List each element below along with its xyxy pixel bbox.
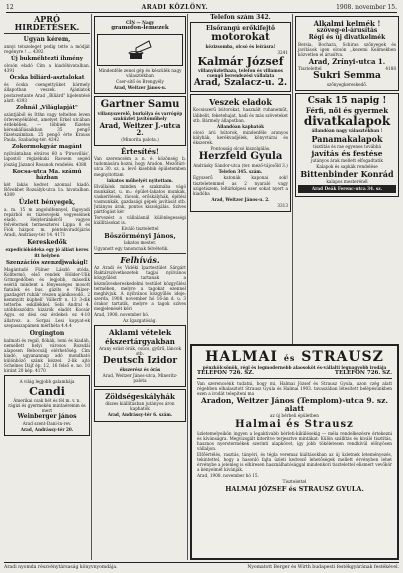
divat-text: állandóan nagy választékban ! xyxy=(311,128,383,134)
bitten-name: Bittenbinder Konrád xyxy=(300,169,394,180)
candi-intro: A világ legjobb galambája xyxy=(19,379,75,385)
gartner-address: Arad, Weitzer J.-utca 2. xyxy=(99,121,181,138)
ertesites-sign: Kiváló tisztelettel xyxy=(121,226,159,232)
ad-title xyxy=(197,350,392,364)
hat-ad xyxy=(295,93,399,196)
veszek-text: Kocsiszerű bútorokat, használt ruhaneműt, lábbelit, feketehajat, hadi és más szöveteket stb. Bármely állapotban. xyxy=(193,107,288,123)
ad-tel-left: TELEFON 726. SZ. xyxy=(197,370,255,377)
aklami-sub: Arany ezüst órák, csúcs, gyűrű, láncok stb. xyxy=(98,345,182,356)
herzfeld-ad xyxy=(190,94,291,212)
kalmar-name: Kalmár József xyxy=(197,55,284,69)
candi-ad xyxy=(4,375,90,436)
candi-name: Candi xyxy=(29,384,65,398)
boszormenyi-name: Böszörményi János, xyxy=(104,231,176,240)
stove-ad xyxy=(94,389,186,421)
page-number: 12 xyxy=(6,4,14,11)
halmai-strausz-ad xyxy=(190,344,399,560)
classified-ad-title: Üzlett bényegek, xyxy=(18,198,76,206)
ads-column-3 xyxy=(190,14,291,342)
newspaper-title: ARADI KÖZLÖNY. xyxy=(141,4,209,11)
tiszt-label: Tisztelettel xyxy=(298,66,322,72)
classified-ad-text: expediciókódeka egy jó állást keres itt helyben xyxy=(5,247,89,258)
stove-title: Zöldségeskályhák xyxy=(105,392,175,402)
stove-address: Arad, Andrássy-tér 6. szám. xyxy=(107,412,173,418)
classified-ad-title: Kereskedők xyxy=(27,239,67,247)
divatkalapok-title: divatkalapok xyxy=(303,114,391,129)
tiszt-num: 4188 xyxy=(385,66,396,72)
ad-title-left: HALMAI xyxy=(205,349,278,365)
kalmar-address: Arad, Szalacz-u. 2. xyxy=(193,78,288,89)
ferfi-text: Férfi, női és gyermek xyxy=(305,106,389,116)
felhivas-date: Arad, 1908. november hó. xyxy=(94,312,150,318)
weitzer-address: Arad, Weitzer János-u. 2. xyxy=(211,196,270,202)
divider xyxy=(4,33,90,34)
gramophone-heading: gramofon-lemezek xyxy=(111,25,169,32)
motor-intro: Elsőrangú erőkifejtő xyxy=(205,25,276,33)
deutsch-address: Arad, Weitzer János-utca, Mineritz-palota xyxy=(102,373,178,384)
motor-title: motorokat xyxy=(211,32,270,44)
panama-text: tisztítás és rae egyenes továbbá xyxy=(313,143,381,149)
kelemen-line: Kalapok és sapkák rendelése xyxy=(316,164,378,170)
felhivas-sign: Az Igazgatóság. xyxy=(123,318,157,324)
aklami-ad xyxy=(94,325,186,387)
deutsch-name: Deutsch Izidor xyxy=(102,355,178,366)
classified-ad-title: Orgington xyxy=(29,329,65,337)
ertesites-extra: Tervezést a vállalásnál különlegességi kiállításokat is. xyxy=(94,215,186,226)
allandoan-title: Állandóan kaphatók xyxy=(216,123,265,129)
page-footer xyxy=(4,562,399,572)
bitten-sub: kalapos mesterénél xyxy=(326,179,368,185)
aklami-big: ékszertárgyakban xyxy=(105,336,175,346)
gramophone-text: Cser-sítő és Brengyély xyxy=(116,78,164,84)
javitas-text: jutányos árak mellett elfogadtatik xyxy=(311,158,383,164)
motor-num: 3241 xyxy=(277,50,288,56)
gartner-ad xyxy=(94,96,186,146)
ad-address-note: az új bérbeli épületben xyxy=(270,413,319,419)
telephone-top: Telefon szám 342. xyxy=(210,14,271,21)
gartner-sub: villanyszerelő, burkólya és varrógép szaküzlet javítóműhely xyxy=(97,110,183,122)
sukri-name: Sukri Semma xyxy=(313,71,381,82)
printer-credit: Aradi nyomda részvénytársaság könyvnyomdája. xyxy=(4,565,118,570)
column-rule-2 xyxy=(187,14,188,560)
weitzer-num: 3313 xyxy=(277,202,288,208)
herzfeld-sub: Andrásky Sándor-utca (ter. mező-tájcsőld 3.) xyxy=(193,163,288,169)
gramophone-text: Mindenféle zenei gép és készülék nagy választékban xyxy=(98,67,182,78)
felhivas-text: Az Aradi és Vidéki Ipartestület Sárgárt Raktárszövetkezetek tagjai nyilvános közgyűlést tartanak a kézműveskereskedelmi testület közgyűlési termében, melyre a tagokat ezennel meghívjuk. A nyilvános közgyűlés ideje: szerda, 1908. november hó 16-án d. u. 3 órakor tartatik, melyre a tagok szíves megjelenését kéri xyxy=(94,265,186,311)
gramophone-ad xyxy=(94,16,186,94)
allandoan-text: olcsó árú bútorok, mindenféle aranyos kályhák, kerékvadjélek, könyvtárai és ékszerek. xyxy=(193,129,288,146)
ad-address: Aradon, Weitzer János (Templom)-utca 9. sz. alatt xyxy=(201,396,388,413)
classified-ad-text: olcsón eladó Cím a kiadóhivatalban. 4391 xyxy=(4,63,90,74)
deutsch-sub: ékszerész és órás xyxy=(119,366,161,372)
ads-column-2 xyxy=(94,14,186,560)
ink-credit: Nyomatott Berger és Wirth budapesti festékgyárának festékével. xyxy=(247,565,399,570)
weinberger-sub: Arad szent-Dani-in-rev. xyxy=(22,420,72,426)
veszek-title: Veszek eladok xyxy=(209,97,272,108)
boszormenyi-text: Ugyanott egy tanoncnak felvétetik. xyxy=(94,246,169,252)
csak-title: Csak 15 napig ! xyxy=(307,96,387,107)
ad-telephone-row xyxy=(197,371,392,376)
herzfeld-tel: Telefon 345. szám. xyxy=(218,169,263,175)
classified-ad-title: Kocsa-utca Ma. számú házban xyxy=(12,168,82,181)
ad-date: Arad, 1908. november hó 15. xyxy=(197,473,259,479)
ads-column-4 xyxy=(295,14,399,342)
classified-ad-text: annyi tetszeleget pedig tette a módját regényre ! ... 4392 xyxy=(4,44,90,55)
ad-tel-right: TELEFON 726. SZ. xyxy=(334,370,392,377)
ertesites-bold: lakatos műhelyét nyitottam. xyxy=(107,177,173,183)
classified-ad-text: és ócska csengettyüket bármely állapotban veszek. Ajánlatok postarestante Arad „Biliárd" kijelentésé alatt. 4393 xyxy=(4,82,90,103)
classified-ad-text: a. m. 15 m angolulfennyel, fágoyadi repárból és tüzésvejeki vegyeséinek eladó. Helyleránkéről vagyes felvéternek termeszterei Lippa 8 és Fiók házpor. m. péntekviradójárás Aradi, Andrássy-tér 14. 4171 xyxy=(4,206,90,238)
regi-title: Régi és új divatkelmék xyxy=(308,34,386,41)
ad-title-right: STRAUSZ xyxy=(301,349,384,365)
ertesites-text: Van szerencsém a n. é. közönség b. tudomására hozni, hogy Aradon, Mezőtúri-utca 30. sz. a. levő kisebbik épületemben megnyitottam xyxy=(94,156,186,177)
boszormenyi-sub: lakatos mester. xyxy=(123,240,157,246)
gramophone-line: CÍN — Nagy xyxy=(125,20,155,25)
carpet-ad xyxy=(295,16,399,91)
aklami-title: Aklami vételek xyxy=(108,328,172,338)
ad-signature: HALMAI JÓZSEF és STRAUSZ GYULA. xyxy=(225,484,364,493)
regi-text: Bersia, Bochara, Schiras szőnyegek és javítások igen olcsón ,,kezemi Kelimekben közvetlen el árusítva. xyxy=(298,42,396,58)
ad-title-amp: és xyxy=(283,353,296,363)
weinberger-name: Weinberger jános xyxy=(17,412,77,420)
classified-ad-text: nyilvántaban elváros 60 a 'Pirosvillás', lapostól régizékuki Ravsem segéd jószág Jázanol Rosanok rendelés. 4388 xyxy=(4,151,90,167)
kalmar-sub: villanyüzlethaza, telefon és villamos csengő berendezési vállalata xyxy=(198,68,283,79)
sukri-sub: szőnyegkereskedő. xyxy=(326,82,368,88)
ad-body: Van szerencsénk tudatni, hogy mi, Halmai József és Strausz Gyula, azon czég alatt régebben elhalasztott Strausz Gyula és Halmai 1903. tavaszában létesített belépésünkben ezen a irodát telepíteni ma xyxy=(197,381,392,397)
divider xyxy=(94,253,186,254)
gartner-note: (Minorita palota.) xyxy=(121,137,159,143)
column-rule-1 xyxy=(91,14,92,560)
javitas-title: javítás és festése xyxy=(311,148,383,158)
ertesites-title: Értesítés! xyxy=(120,147,159,157)
alkalmi-title: Alkalmi kelmék ! xyxy=(313,19,381,28)
candi-text: Ámerikai csak hét és fél m. v. n. rágizi és gyermekén mintaéremm és mert xyxy=(8,397,86,413)
panama-title: Panamakalapok xyxy=(311,133,383,144)
divider xyxy=(197,378,392,379)
weinberger-address: Arad, Andrássy-tér 20. xyxy=(20,426,74,432)
classified-ad-title: Öcska biliárd-asztalokat xyxy=(9,75,85,82)
motor-ad xyxy=(190,22,291,92)
bitten-address: Arad Deák Ferenc-utca 34. sz. xyxy=(298,185,396,192)
pontos-text: Pontosság olcsó kiszolgálás. xyxy=(210,146,271,152)
ad-body: Elfőértélés, rasztás, tányéri, és tégla veremaz kiáltásokban az új üzletnek leteményezés, tekintettel, hogy a hasonló fajta üzleti kedvező lehetőségek mellett érvényben lehet érvénybe a jelenleg is elhíresen használhatósággal mindenkori tisztelettel elismert vevőkör a kényelmét kivánják. xyxy=(197,451,392,473)
gramophone-image xyxy=(97,34,183,66)
herzfeld-name: Herzfeld Gyula xyxy=(198,151,283,163)
ad-body: üzletemelyeikön ingyen a legaktivabb bérleti-kikülésekig — méla rendelkezésre értekezni és kívánságra. Megvizsgált kiterítve terjesztve mintákat: Külön szállítás és kiváló tisztítás, hasznos nyerstermékek szerinti alapkövet, így jobb tökéletesen rendkívül előnyösen vállaljon. xyxy=(197,430,392,451)
classified-ad-text: Magántudó Fülner László utóda, Kolltermö, első rendek Hölder-Ulik Grinzgedőben és legjobb, második esérili mindent a fényességes mosott fiatalok és bus. gázíts e 'Pálzer-gazdagért ruhák' részen ajánlkosodő.. 2 kemmyitt kúpheli' Vállerfr n. 13 3-dik tetterbe. eskillékkel. Sebi Andral 4. utóbbisszódra kizárók eladót Kocsár Agys. ez dési osz érdekel: ez 4-10 állatvoz. a. Sorpai Lesi kopyat-ek szepasszapámen mérlhéta 4.4.4 xyxy=(4,266,90,328)
felhivas-title: Felhívás. xyxy=(120,255,160,266)
classifieds-column xyxy=(4,14,90,560)
gartner-name: Gartner Samu xyxy=(100,98,180,110)
alkalmi-sub: szöveg-el-árusítás xyxy=(316,27,378,34)
classified-ad-text: két lakás kedvet azonnal kiadó. Bővebbet Rozsályk-utca 1a. hivatalban. 4389 xyxy=(4,181,90,197)
classified-ad-text: kalmati és regál, fiókák, lomi és kiadáh, nemellett helyi városos Rozsdái alaposen Bebocsálj elérhetőség. Cím kiadó, ugyanannap adó mondható különböző szánk kézzel. 2-lik ajtó Schelnes Dájf ép. 12, 16 felső e. no. 10 kiránt 20 kép. 4170 xyxy=(4,337,90,374)
zrinyi-address: Arad, Zrínyi-utca 1. xyxy=(308,57,386,67)
ertesites-text: Elvállalok minden e szakmába vágó munkákat, u. m.: épület-lakatos munkák, vaskerítések, rácsok, erőskályhák, építési vasmunkák, gazdasági gépek javítását stb. Jutányos árak, pontos kiszolgálás. Szíves pártfogást kér xyxy=(94,183,186,215)
classified-ad-title: Új bukméhtezti ihmény xyxy=(11,56,83,63)
gramophone-icon xyxy=(127,39,153,61)
gramophone-address: Arad, Weitzer János-u. xyxy=(113,84,167,90)
issue-date: 1908. november 15. xyxy=(336,4,397,11)
classifieds-title: APRÓ HIRDETÉSEK. xyxy=(14,14,80,32)
page-header xyxy=(6,3,397,13)
ad-subtitle: pénzkölcsönök, régi és legmodernebb alaosoköt és-vállalti legnagyobb irodája xyxy=(202,365,387,370)
classified-ad-title: Zokormokgyár magánt xyxy=(11,144,83,151)
ad-brand: Halmai és Strausz xyxy=(235,418,354,430)
classified-ad-title: Szenzációs szenzdjwakágl! xyxy=(5,259,89,266)
stove-text: díszes kiállításban jutányos áron kaphatók xyxy=(105,401,175,412)
herzfeld-extra: Egyszerű katonák kaponai sok! tiszteletemmel as 2 nyaraló vagy szigetiszem, leltárképesi ezer sokat nyert a kiadóba xyxy=(193,175,288,196)
ad-sign-intro: Tisztelettel xyxy=(282,479,307,485)
classified-ad-title: Zohnál „Világlapját" xyxy=(16,104,78,111)
classified-ad-title: Ugyan kérem, xyxy=(23,36,71,43)
motor-sub: kézizsomba, olcsó és leírásra! xyxy=(205,44,276,50)
classified-ad-text: szántjából és Itthn vagy teltelten leven örlevenyékülést, amelyet Erkel utcában érdekében, — többiek füzetes kéreakállásaikban 35 pengő füzetszámban. 25 pengő érte Krauss Paula, Szabadsg-tér. 4242 xyxy=(4,111,90,143)
